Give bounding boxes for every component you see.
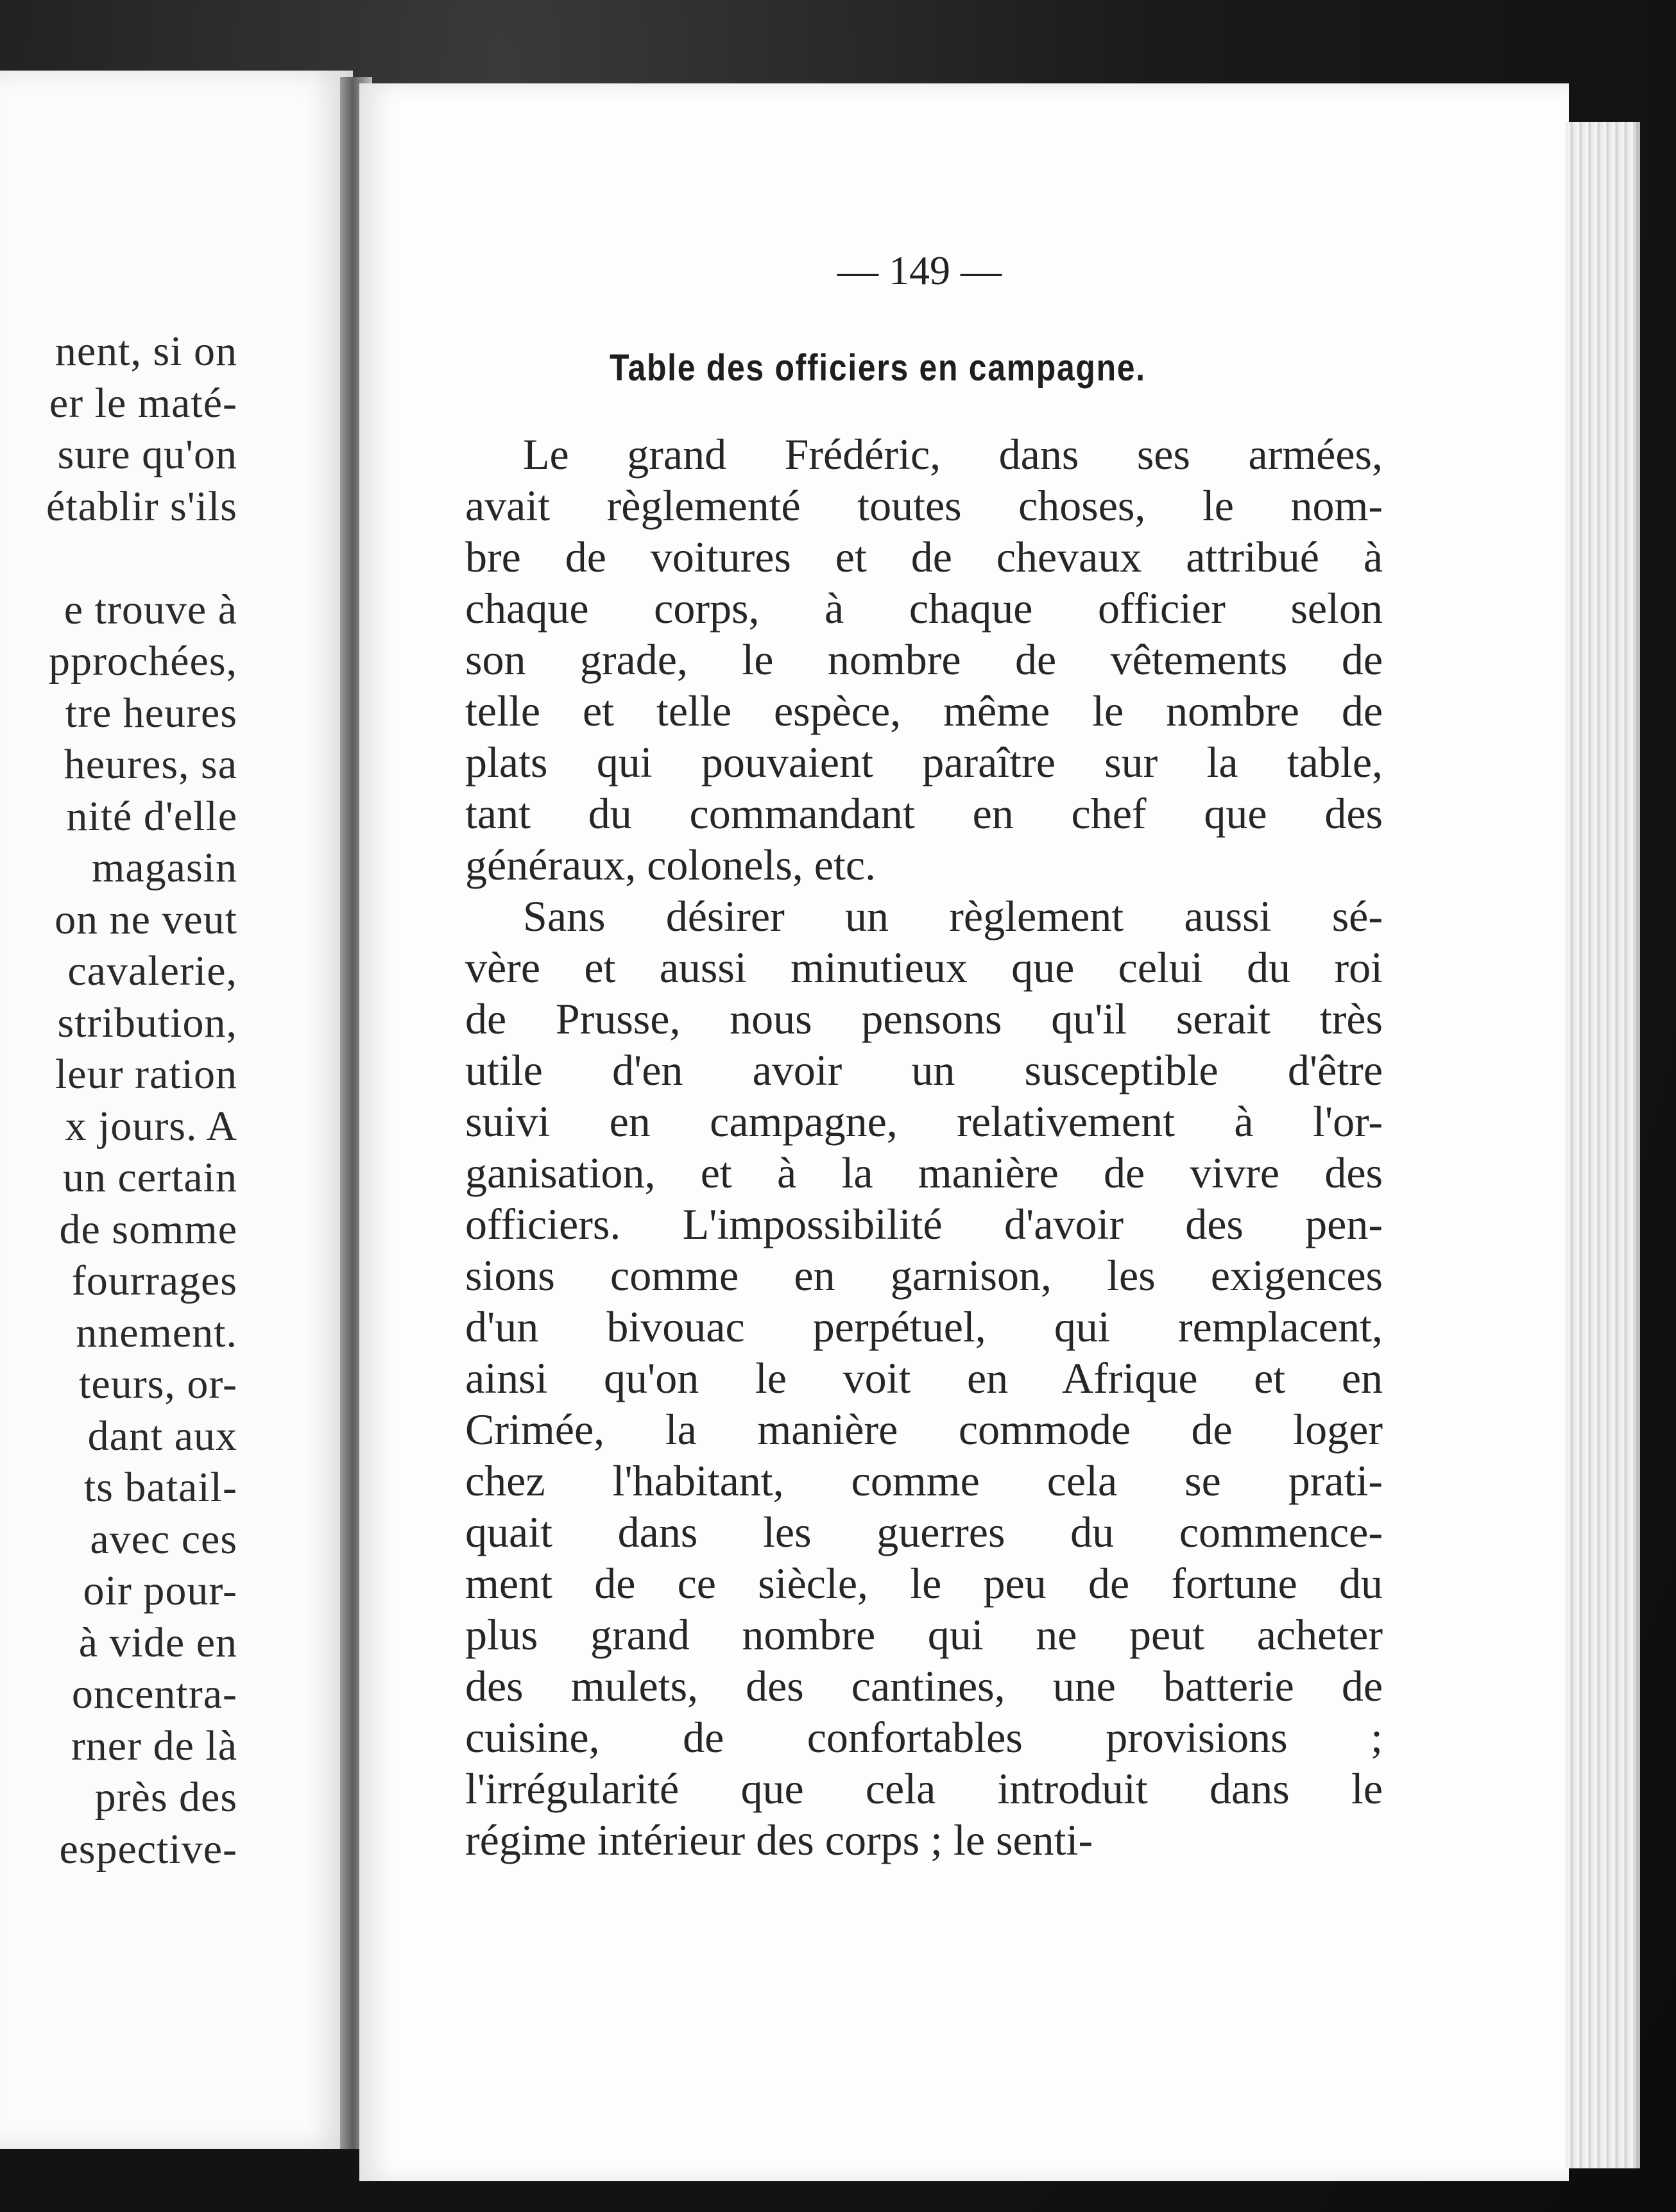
left-page-line: leur ration (55, 1051, 237, 1098)
page-edges (1566, 122, 1640, 2168)
body-line: quait dans les guerres du commence- (465, 1508, 1383, 1556)
left-page-line: cavalerie, (67, 948, 237, 994)
body-line: cuisine, de confortables provisions ; (465, 1713, 1383, 1762)
left-page-line: heures, sa (64, 741, 237, 788)
left-page (0, 71, 353, 2149)
left-page-line: rner de là (71, 1722, 237, 1769)
body-line: de Prusse, nous pensons qu'il serait très (465, 994, 1383, 1043)
body-line: d'un bivouac perpétuel, qui remplacent, (465, 1302, 1383, 1351)
body-line: Sans désirer un règlement aussi sé- (523, 892, 1383, 940)
body-text (465, 429, 1383, 1866)
body-line: chez l'habitant, comme cela se prati- (465, 1456, 1383, 1505)
body-line: tant du commandant en chef que des (465, 789, 1383, 838)
left-page-line: avec ces (90, 1515, 237, 1563)
left-page-line: pprochées, (48, 638, 237, 685)
body-line: telle et telle espèce, même le nombre de (465, 686, 1383, 735)
body-line: généraux, colonels, etc. (465, 840, 876, 889)
body-line: plus grand nombre qui ne peut acheter (465, 1610, 1383, 1659)
body-line: avait règlementé toutes choses, le nom- (465, 481, 1383, 530)
body-line: ganisation, et à la manière de vivre des (465, 1148, 1383, 1197)
left-page-line: près des (94, 1774, 237, 1821)
body-line: régime intérieur des corps ; le senti- (465, 1816, 1093, 1864)
left-page-line: e trouve à (64, 586, 237, 633)
left-page-line: oncentra- (71, 1671, 237, 1717)
body-line: Crimée, la manière commode de loger (465, 1405, 1383, 1454)
left-page-line: oir pour- (83, 1567, 237, 1614)
body-line: sions comme en garnison, les exigences (465, 1251, 1383, 1300)
left-page-line: tre heures (65, 689, 237, 736)
page-number: — 149 — (837, 248, 1002, 293)
left-page-line: teurs, or- (79, 1361, 237, 1408)
left-page-line: de somme (59, 1205, 237, 1253)
left-page-line: stribution, (57, 999, 237, 1046)
left-page-line: er le maté- (49, 379, 237, 427)
body-line: officiers. L'impossibilité d'avoir des pen- (465, 1200, 1383, 1248)
body-line: Le grand Frédéric, dans ses armées, (523, 430, 1383, 479)
body-line: des mulets, des cantines, une batterie de (465, 1662, 1383, 1710)
body-line: vère et aussi minutieux que celui du roi (465, 943, 1383, 992)
body-line: plats qui pouvaient paraître sur la table, (465, 738, 1383, 787)
body-line: utile d'en avoir un susceptible d'être (465, 1046, 1383, 1094)
left-page-line: nité d'elle (66, 792, 237, 840)
left-page-line: nnement. (76, 1309, 237, 1356)
body-line: suivi en campagne, relativement à l'or- (465, 1097, 1383, 1146)
left-page-line: un certain (62, 1154, 237, 1201)
body-line: son grade, le nombre de vêtements de (465, 635, 1383, 684)
left-page-line: sure qu'on (57, 431, 237, 478)
left-page-line: ts batail- (83, 1464, 237, 1511)
left-page-line: espective- (59, 1825, 237, 1873)
body-line: bre de voitures et de chevaux attribué à (465, 532, 1383, 581)
left-page-line: x jours. A (65, 1102, 237, 1150)
left-page-line: magasin (92, 844, 237, 891)
left-page-line: dant aux (87, 1412, 237, 1459)
left-page-line: fourrages (71, 1257, 237, 1304)
left-page-line: établir s'ils (46, 482, 237, 530)
body-line: ment de ce siècle, le peu de fortune du (465, 1559, 1383, 1608)
body-line: ainsi qu'on le voit en Afrique et en (465, 1354, 1383, 1402)
body-line: chaque corps, à chaque officier selon (465, 584, 1383, 633)
left-page-line: on ne veut (55, 896, 237, 943)
left-page-line: à vide en (78, 1619, 237, 1666)
body-line: l'irrégularité que cela introduit dans le (465, 1764, 1383, 1813)
chapter-title: Table des officiers en campagne. (610, 347, 1146, 389)
left-page-line: nent, si on (55, 328, 237, 375)
